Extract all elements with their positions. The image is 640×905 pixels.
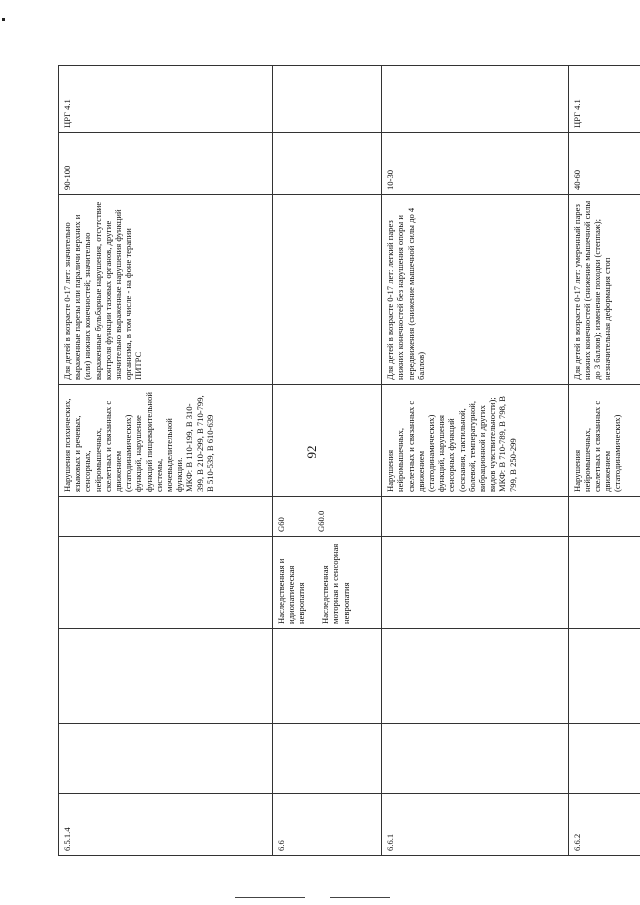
table-row	[272, 66, 382, 856]
rotated-table-sheet	[58, 66, 640, 856]
cell-group	[382, 66, 568, 133]
cell-group: ЦРГ 4.1	[59, 66, 273, 133]
icd-code: G60	[275, 517, 286, 532]
cell-code	[382, 497, 568, 537]
cell-percent: 90-100	[59, 133, 273, 195]
scan-artifact-line	[330, 897, 390, 898]
row-number: 6.6.1	[382, 794, 568, 856]
cell-criteria: Для детей в возрасте 0-17 лет: легкий парез нижних конечностей без нарушения опоры и передвижения (снижение мышечной силы до 4 баллов)	[382, 195, 568, 385]
cell-disease	[568, 537, 640, 629]
row-number: 6.6.2	[568, 794, 640, 856]
cell-group	[272, 66, 382, 133]
table-row	[59, 66, 273, 856]
cell-group: ЦРГ 4.1	[568, 66, 640, 133]
scan-artifact-line	[235, 897, 305, 898]
row-number: 6.5.1.4	[59, 794, 273, 856]
scan-artifact-dot	[2, 18, 5, 21]
cell-b	[382, 724, 568, 794]
cell-c	[382, 629, 568, 724]
cell-b	[568, 724, 640, 794]
cell-code	[272, 497, 382, 537]
cell-c	[272, 629, 382, 724]
cell-functions: Нарушения нейромышечных, скелетных и связанных с движением (статодинамических)	[568, 385, 640, 497]
cell-disease	[272, 537, 382, 629]
cell-disease	[382, 537, 568, 629]
cell-b	[272, 724, 382, 794]
cell-code	[568, 497, 640, 537]
cell-percent	[272, 133, 382, 195]
cell-functions: Нарушения нейромышечных, скелетных и связанных с движением (статодинамических) функций, нарушения сенсорных функций (осязания, тактильной, болевой, температурной, вибрационной и других видов чувствительности); МКФ: В 710-789, В 798, В 799, В 250-299	[382, 385, 568, 497]
cell-criteria	[272, 195, 382, 385]
table-row	[382, 66, 568, 856]
cell-code	[59, 497, 273, 537]
cell-disease	[59, 537, 273, 629]
page-number-text: 92	[304, 445, 319, 459]
cell-c	[568, 629, 640, 724]
criteria-table	[58, 65, 640, 856]
table-row	[568, 66, 640, 856]
disease-subtype: Наследственная моторная и сенсорная невропатия	[320, 543, 351, 624]
cell-functions: Нарушения психических, языковых и речевых, сенсорных, нейромышечных, скелетных и связанных с движением (статодинамических) функций, нарушение функций пищеварительной системы, мочевыделительной функции. МКФ: В 110-199, В 310-399, В 210-299, В 710-799, В 510-539, В 610-639	[59, 385, 273, 497]
cell-functions	[272, 385, 382, 497]
cell-percent: 40-60	[568, 133, 640, 195]
disease-name: Наследственная и идиопатическая невропатия	[275, 558, 306, 624]
cell-criteria: Для детей в возрасте 0-17 лет: значительно выраженные парезы или параличи верхних и (или) нижних конечностей; значительно выраженные бульбарные нарушения, отсутствие контроля функции тазовых органов, другие значительно выраженные нарушения функций организма, в том числе - на фоне терапии ПИТРС	[59, 195, 273, 385]
cell-b	[59, 724, 273, 794]
row-number: 6.6	[272, 794, 382, 856]
cell-percent: 10-30	[382, 133, 568, 195]
icd-subcode: G60.0	[315, 510, 326, 532]
cell-criteria: Для детей в возрасте 0-17 лет: умеренный парез нижних конечностей (снижение мышечной силы до 3 баллов); изменение походки (степпаж); незначительная деформация стоп	[568, 195, 640, 385]
cell-c	[59, 629, 273, 724]
